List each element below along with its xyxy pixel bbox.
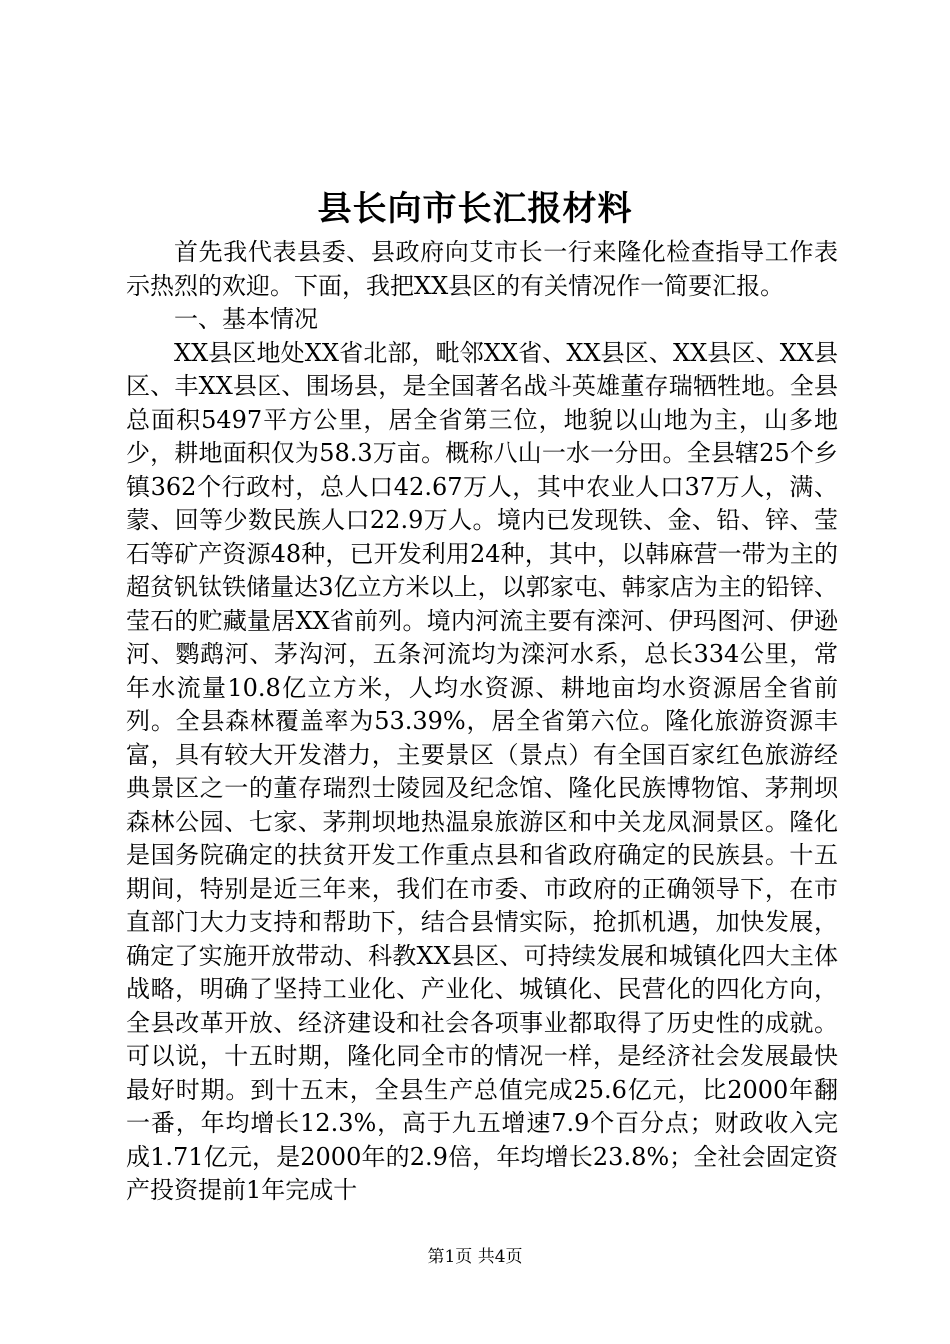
intro-paragraph: 首先我代表县委、县政府向艾市长一行来隆化检查指导工作表示热烈的欢迎。下面，我把XX县区的有关情况作一简要汇报。 [126,238,838,300]
basic-situation-paragraph: XX县区地处XX省北部，毗邻XX省、XX县区、XX县区、XX县区、丰XX县区、围场县，是全国著名战斗英雄董存瑞牺牲地。全县总面积5497平方公里，居全省第三位，地貌以山地为主，山多地少，耕地面积仅为58.3万亩。概称八山一水一分田。全县辖25个乡镇362个行政村，总人口42.67万人，其中农业人口37万人，满、蒙、回等少数民族人口22.9万人。境内已发现铁、金、铅、锌、莹石等矿产资源48种，已开发利用24种，其中，以韩麻营一带为主的超贫钒钛铁储量达3亿立方米以上，以郭家屯、韩家店为主的铅锌、莹石的贮藏量居XX省前列。境内河流主要有滦河、伊玛图河、伊逊河、鹦鹉河、茅沟河，五条河流均为滦河水系，总长334公里，常年水流量10.8亿立方米，人均水资源、耕地亩均水资源居全省前列。全县森林覆盖率为53.39%，居全省第六位。隆化旅游资源丰富，具有较大开发潜力，主要景区（景点）有全国百家红色旅游经典景区之一的董存瑞烈士陵园及纪念馆、隆化民族博物馆、茅荆坝森林公园、七家、茅荆坝地热温泉旅游区和中关龙凤洞景区。隆化是国务院确定的扶贫开发工作重点县和省政府确定的民族县。十五期间，特别是近三年来，我们在市委、市政府的正确领导下，在市直部门大力支持和帮助下，结合县情实际，抢抓机遇，加快发展，确定了实施开放带动、科教XX县区、可持续发展和城镇化四大主体战略，明确了坚持工业化、产业化、城镇化、民营化的四化方向，全县改革开放、经济建设和社会各项事业都取得了历史性的成就。可以说，十五时期，隆化同全市的情况一样，是经济社会发展最快最好时期。到十五末，全县生产总值完成25.6亿元，比2000年翻一番，年均增长12.3%，高于九五增速7.9个百分点；财政收入完成1.71亿元，是2000年的2.9倍，年均增长23.8%；全社会固定资产投资提前1年完成十 [126,338,838,1204]
document-body [126,236,838,1208]
section-heading-basic-situation: 一、基本情况 [174,305,318,333]
page-footer: 第1页 共4页 [427,1247,523,1267]
document-title: 县长向市长汇报材料 [317,189,633,229]
